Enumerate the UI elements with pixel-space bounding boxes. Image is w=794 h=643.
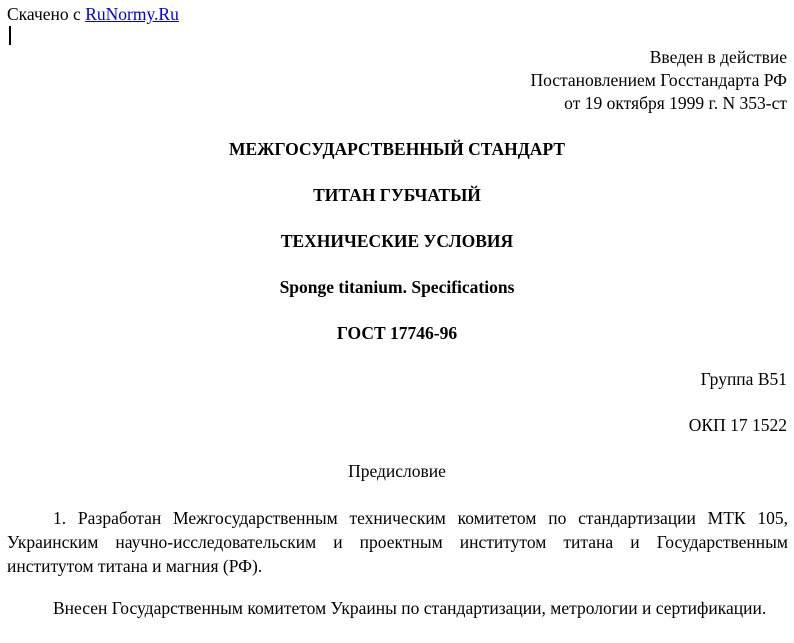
standard-type-title: МЕЖГОСУДАРСТВЕННЫЙ СТАНДАРТ xyxy=(228,139,566,159)
source-link[interactable]: RuNormy.Ru xyxy=(85,4,179,24)
foreword-heading: Предисловие xyxy=(348,461,446,481)
standard-name-title: ТИТАН ГУБЧАТЫЙ xyxy=(313,185,481,205)
classification-okp: ОКП 17 1522 xyxy=(688,415,787,435)
text-cursor xyxy=(9,26,11,45)
source-prefix: Скачено с xyxy=(7,4,86,24)
foreword-paragraph-1: 1. Разработан Межгосударственным техническим комитетом по стандартизации МТК 105, Украинским научно-исследовательским и проектным институтом титана и Государственным институтом титана и магния (РФ). xyxy=(7,508,788,576)
adoption-line-1: Введен в действие xyxy=(649,47,787,67)
adoption-line-3: от 19 октября 1999 г. N 353-ст xyxy=(564,93,787,113)
source-line xyxy=(7,3,179,25)
classification-group: Группа В51 xyxy=(700,369,787,389)
english-title: Sponge titanium. Specifications xyxy=(279,277,515,297)
adoption-line-2: Постановлением Госстандарта РФ xyxy=(530,70,787,90)
foreword-paragraph-2: Внесен Государственным комитетом Украины по стандартизации, метрологии и сертификации. xyxy=(53,598,767,618)
standard-subtitle: ТЕХНИЧЕСКИЕ УСЛОВИЯ xyxy=(280,231,514,251)
gost-designation: ГОСТ 17746-96 xyxy=(336,323,458,343)
